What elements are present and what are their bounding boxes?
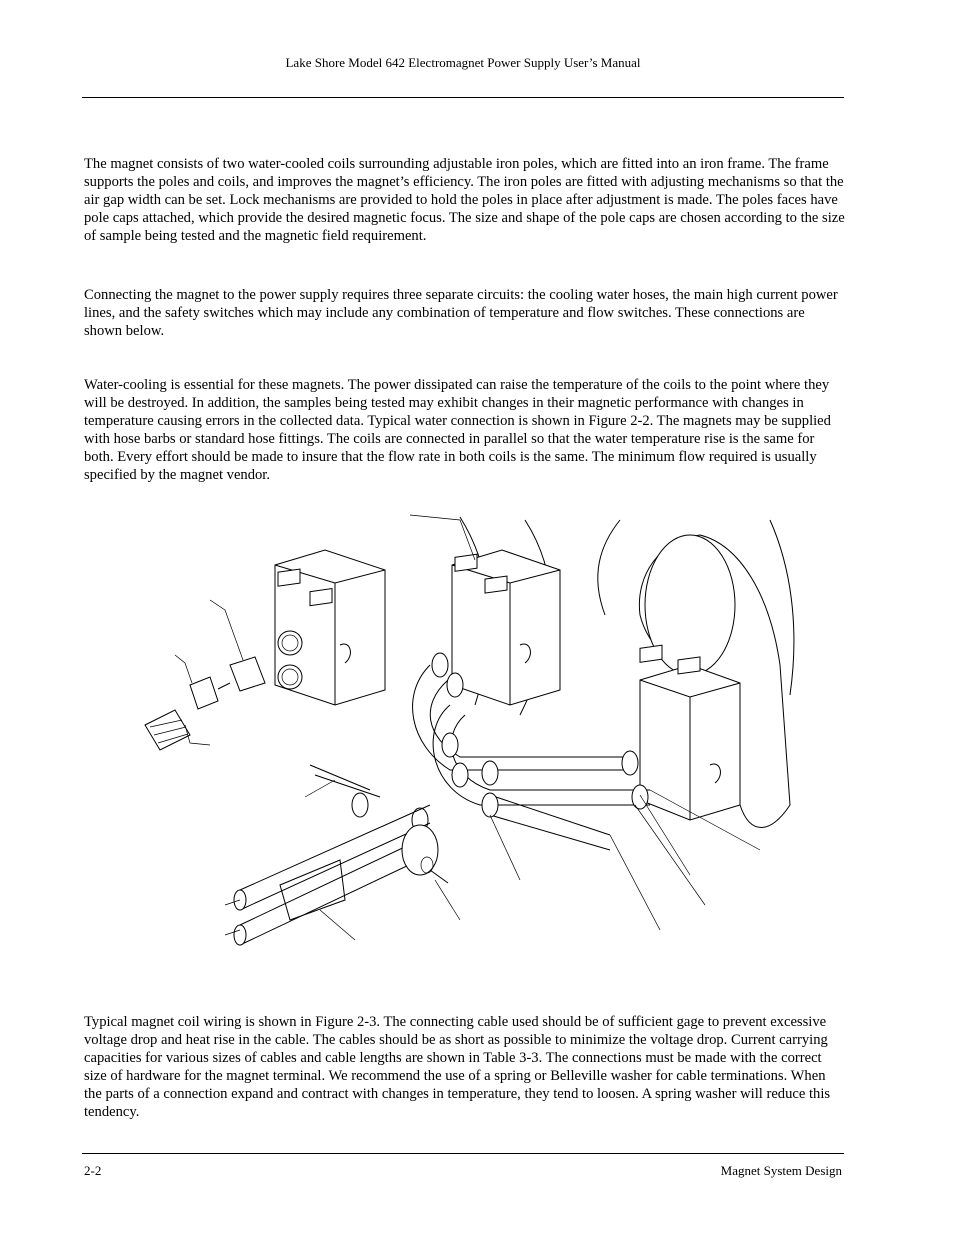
paragraph-magnet-description: The magnet consists of two water-cooled coils surrounding adjustable iron poles, which are fitted into an iron frame. The frame supports the poles and coils, and improves the magnet’s efficiency. The iron poles are fitted with adjusting mechanisms so that the air gap width can be set. Lock mechanisms are provided to hold the poles in place after adjustment is made. The poles faces have pole caps attached, which provide the desired magnetic focus. The size and shape of the pole caps are chosen according to the size of sample being tested and the magnetic field requirement. bbox=[84, 156, 845, 244]
water-connection-figure bbox=[130, 505, 830, 955]
footer-rule bbox=[82, 1153, 844, 1154]
header-rule bbox=[82, 97, 844, 98]
page-header-title: Lake Shore Model 642 Electromagnet Power Supply User’s Manual bbox=[285, 55, 641, 70]
footer-page-number: 2-2 bbox=[84, 1163, 102, 1178]
footer-section-title: Magnet System Design bbox=[720, 1163, 842, 1178]
paragraph-water-cooling: Water-cooling is essential for these magnets. The power dissipated can raise the temperature of the coils to the point where they will be destroyed. In addition, the samples being tested may exhibit changes in their magnetic performance with changes in temperature causing errors in the collected data. Typical water connection is shown in Figure 2-2. The magnets may be supplied with hose barbs or standard hose fittings. The coils are connected in parallel so that the water temperature rise is the same for both. Every effort should be made to insure that the flow rate in both coils is the same. The minimum flow required is usually specified by the magnet vendor. bbox=[84, 377, 831, 483]
paragraph-connections: Connecting the magnet to the power supply requires three separate circuits: the cooling water hoses, the main high current power lines, and the safety switches which may include any combination of temperature and flow switches. These connections are shown below. bbox=[84, 287, 838, 339]
paragraph-coil-wiring: Typical magnet coil wiring is shown in Figure 2-3. The connecting cable used should be of sufficient gage to prevent excessive voltage drop and heat rise in the cable. The cables should be as short as possible to minimize the voltage drop. Current carrying capacities for various sizes of cables and cable lengths are shown in Table 3-3. The connections must be made with the correct size of hardware for the magnet terminal. We recommend the use of a spring or Belleville washer for cable terminations. When the parts of a connection expand and contract with changes in temperature, they tend to loosen. A spring washer will reduce this tendency. bbox=[84, 1014, 831, 1120]
